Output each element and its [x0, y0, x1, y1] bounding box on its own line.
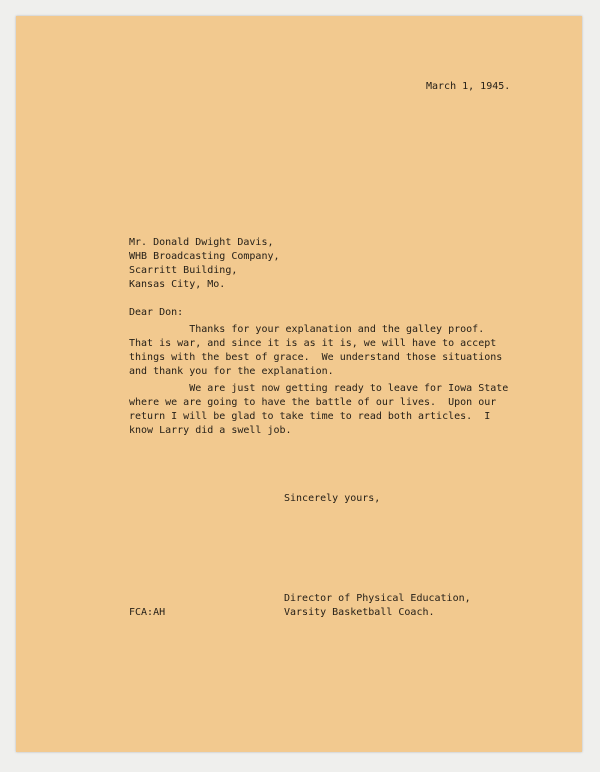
- paragraph-2-line: We are just now getting ready to leave for Iowa State: [129, 383, 509, 394]
- paragraph-2-line: return I will be glad to take time to read both articles. I: [129, 411, 491, 422]
- paragraph-1-line: and thank you for the explanation.: [129, 366, 334, 377]
- letter-date: March 1, 1945.: [426, 81, 511, 92]
- recipient-city: Kansas City, Mo.: [129, 279, 226, 290]
- recipient-name: Mr. Donald Dwight Davis,: [129, 237, 274, 248]
- closing: Sincerely yours,: [284, 493, 381, 504]
- signature-title-1: Director of Physical Education,: [284, 593, 471, 604]
- recipient-company: WHB Broadcasting Company,: [129, 251, 280, 262]
- signature-title-2: Varsity Basketball Coach.: [284, 607, 435, 618]
- paragraph-1-line: Thanks for your explanation and the galley proof.: [129, 324, 485, 335]
- paragraph-2-line: know Larry did a swell job.: [129, 425, 292, 436]
- recipient-building: Scarritt Building,: [129, 265, 238, 276]
- paragraph-2-line: where we are going to have the battle of our lives. Upon our: [129, 397, 497, 408]
- reference-initials: FCA:AH: [129, 607, 166, 618]
- paragraph-1-line: things with the best of grace. We understand those situations: [129, 352, 503, 363]
- letter-page: [16, 16, 582, 752]
- salutation: Dear Don:: [129, 307, 184, 318]
- paragraph-1-line: That is war, and since it is as it is, we will have to accept: [129, 338, 497, 349]
